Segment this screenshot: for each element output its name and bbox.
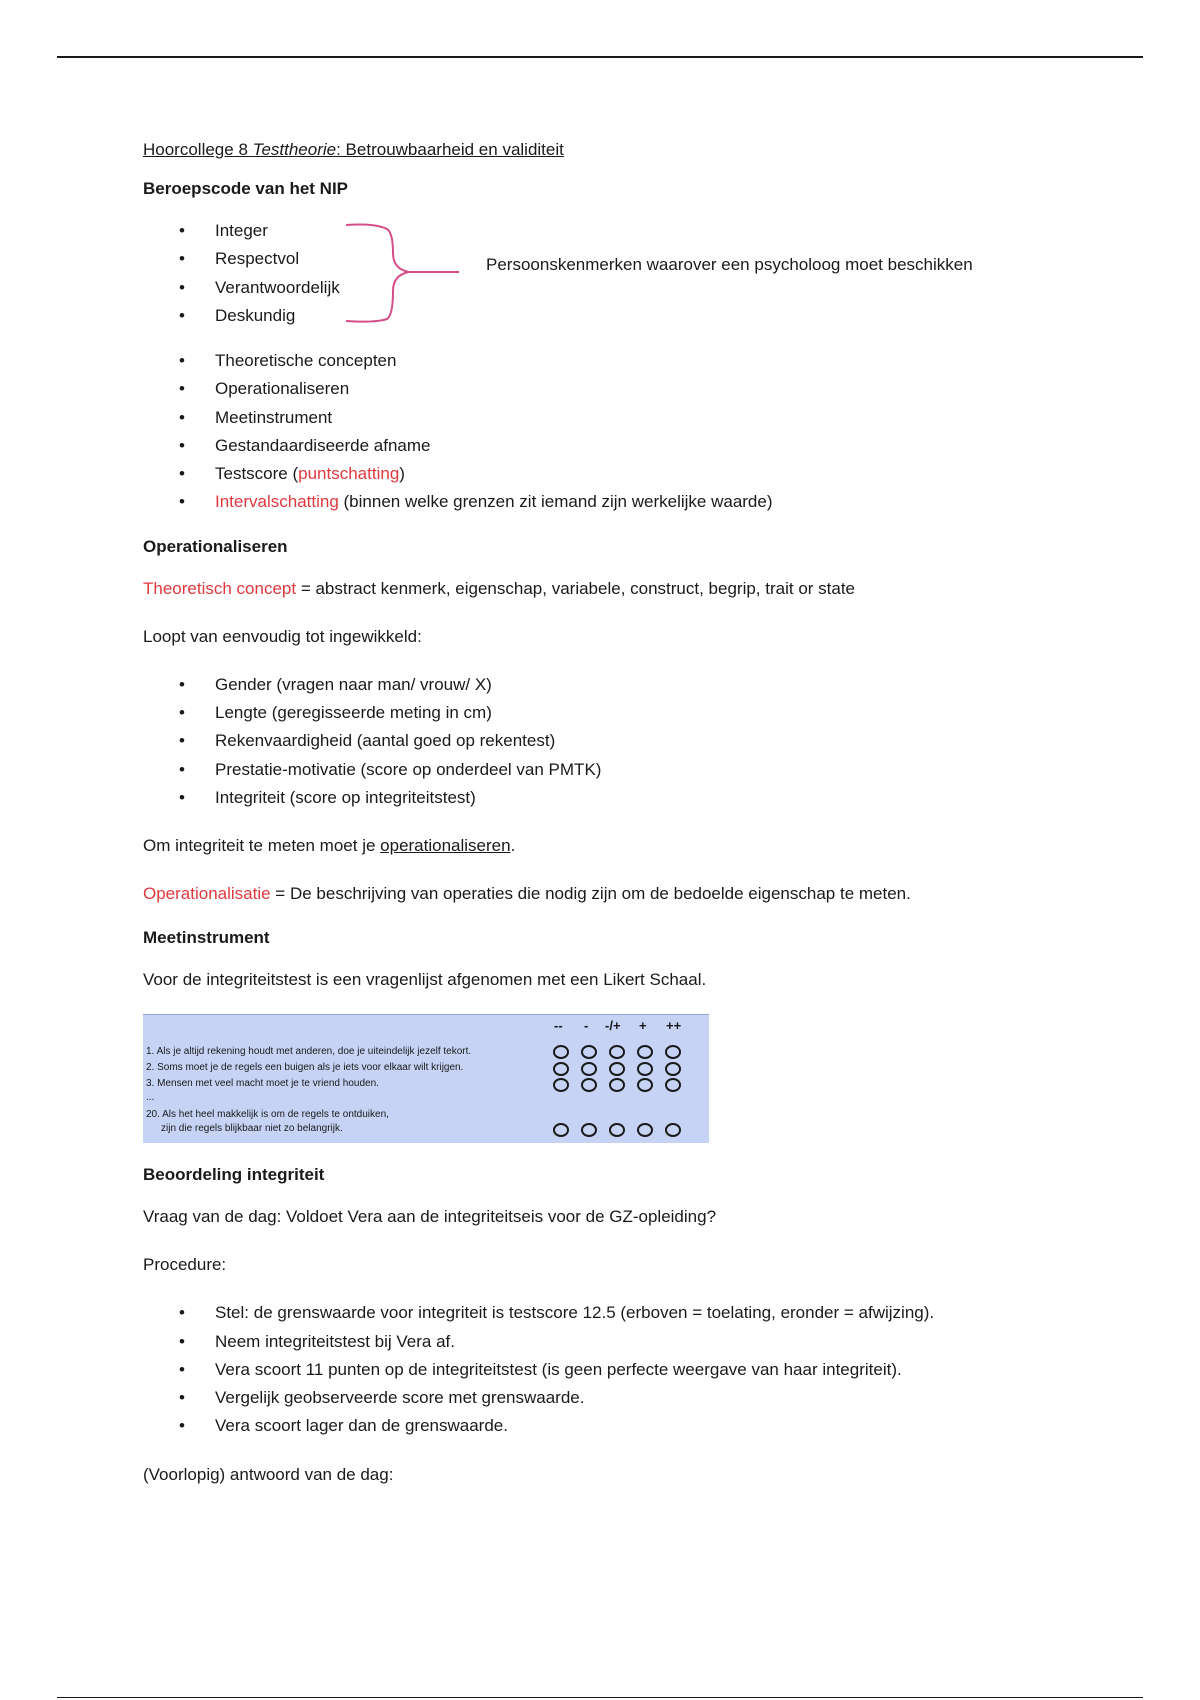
radio-option[interactable] bbox=[609, 1062, 625, 1076]
list-item: • Theoretische concepten bbox=[215, 347, 1143, 375]
list-item: • Respectvol bbox=[215, 245, 1143, 273]
radio-option[interactable] bbox=[609, 1045, 625, 1059]
likert-item: 20. Als het heel makkelijk is om de regels te ontduiken, bbox=[146, 1109, 389, 1121]
meetinstrument-heading: Meetinstrument bbox=[143, 928, 270, 948]
list-item: • Intervalschatting (binnen welke grenzen zit iemand zijn werkelijke waarde) bbox=[215, 488, 1143, 516]
curly-brace-icon bbox=[343, 217, 463, 329]
likert-item: ... bbox=[146, 1092, 155, 1104]
list-item: • Gender (vragen naar man/ vrouw/ X) bbox=[215, 671, 1143, 699]
radio-option[interactable] bbox=[609, 1078, 625, 1092]
list-item: • Vergelijk geobserveerde score met grenswaarde. bbox=[215, 1384, 1143, 1412]
highlight-term: Operationalisatie bbox=[143, 884, 271, 904]
list-item: • Operationaliseren bbox=[215, 375, 1143, 403]
beoordeling-heading: Beoordeling integriteit bbox=[143, 1165, 325, 1185]
procedure-list bbox=[143, 1299, 1143, 1440]
bottom-rule bbox=[57, 1697, 1143, 1698]
radio-option[interactable] bbox=[637, 1062, 653, 1076]
list-item: • Vera scoort 11 punten op de integriteitstest (is geen perfecte weergave van haar integriteit). bbox=[215, 1356, 1143, 1384]
top-rule bbox=[57, 56, 1143, 58]
operationaliseren-heading: Operationaliseren bbox=[143, 536, 288, 556]
likert-item: 1. Als je altijd rekening houdt met anderen, doe je uiteindelijk jezelf tekort. bbox=[146, 1046, 472, 1058]
list-item: • Integer bbox=[215, 217, 1143, 245]
list-item: • Testscore (puntschatting) bbox=[215, 460, 1143, 488]
underlined-term: operationaliseren bbox=[380, 836, 511, 856]
procedure-label: Procedure: bbox=[143, 1255, 227, 1275]
concept-definition: Theoretisch concept = abstract kenmerk, eigenschap, variabele, construct, begrip, trait or state bbox=[143, 578, 856, 598]
scale-label: -- bbox=[554, 1018, 563, 1034]
likert-item: 2. Soms moet je de regels een buigen als je iets voor elkaar wilt krijgen. bbox=[146, 1062, 464, 1074]
operationalisatie-definition: Operationalisatie = De beschrijving van operaties die nodig zijn om de bedoelde eigenschap te meten. bbox=[143, 884, 911, 904]
list-item: • Stel: de grenswaarde voor integriteit is testscore 12.5 (erboven = toelating, eronder = afwijzing). bbox=[215, 1299, 1143, 1327]
radio-option[interactable] bbox=[581, 1062, 597, 1076]
brace-annotation: Persoonskenmerken waarover een psycholoog moet beschikken bbox=[486, 255, 973, 274]
nip-heading: Beroepscode van het NIP bbox=[143, 179, 349, 198]
highlight-term: Intervalschatting bbox=[215, 492, 339, 512]
scale-label: ++ bbox=[666, 1018, 682, 1034]
answer-label: (Voorlopig) antwoord van de dag: bbox=[143, 1464, 394, 1484]
radio-option[interactable] bbox=[665, 1078, 681, 1092]
likert-scale-figure bbox=[143, 1014, 709, 1143]
list-item: • Prestatie-motivatie (score op onderdeel van PMTK) bbox=[215, 756, 1143, 784]
question-of-the-day: Vraag van de dag: Voldoet Vera aan de integriteitseis voor de GZ-opleiding? bbox=[143, 1207, 717, 1227]
radio-option[interactable] bbox=[553, 1078, 569, 1092]
radio-option[interactable] bbox=[553, 1062, 569, 1076]
list-item: • Vera scoort lager dan de grenswaarde. bbox=[215, 1412, 1143, 1440]
radio-option[interactable] bbox=[665, 1045, 681, 1059]
likert-item: 3. Mensen met veel macht moet je te vriend houden. bbox=[146, 1078, 379, 1090]
radio-option[interactable] bbox=[553, 1045, 569, 1059]
list-item: • Neem integriteitstest bij Vera af. bbox=[215, 1328, 1143, 1356]
radio-option[interactable] bbox=[665, 1062, 681, 1076]
radio-option[interactable] bbox=[581, 1045, 597, 1059]
list-item: • Lengte (geregisseerde meting in cm) bbox=[215, 699, 1143, 727]
radio-option[interactable] bbox=[609, 1123, 625, 1137]
examples-list bbox=[143, 671, 1143, 812]
nip-traits-block bbox=[143, 217, 1143, 329]
radio-option[interactable] bbox=[637, 1123, 653, 1137]
list-item: • Rekenvaardigheid (aantal goed op rekentest) bbox=[215, 727, 1143, 755]
list-item: • Gestandaardiseerde afname bbox=[215, 432, 1143, 460]
radio-option[interactable] bbox=[581, 1123, 597, 1137]
radio-option[interactable] bbox=[581, 1078, 597, 1092]
list-item: • Integriteit (score op integriteitstest) bbox=[215, 784, 1143, 812]
measure-sentence: Om integriteit te meten moet je operationaliseren. bbox=[143, 836, 516, 856]
list-item: • Deskundig bbox=[215, 302, 1143, 330]
radio-option[interactable] bbox=[637, 1078, 653, 1092]
meetinstrument-intro: Voor de integriteitstest is een vragenlijst afgenomen met een Likert Schaal. bbox=[143, 970, 707, 990]
radio-option[interactable] bbox=[665, 1123, 681, 1137]
scale-label: - bbox=[584, 1018, 589, 1034]
list-item: • Verantwoordelijk bbox=[215, 274, 1143, 302]
radio-option[interactable] bbox=[637, 1045, 653, 1059]
range-intro: Loopt van eenvoudig tot ingewikkeld: bbox=[143, 626, 422, 646]
likert-item: zijn die regels blijkbaar niet zo belangrijk. bbox=[161, 1123, 343, 1135]
highlight-term: puntschatting bbox=[298, 464, 400, 484]
scale-label: -/+ bbox=[605, 1018, 621, 1034]
measurement-steps-list bbox=[143, 347, 1143, 517]
document-page bbox=[143, 140, 1143, 1509]
page-title: Hoorcollege 8 Testtheorie: Betrouwbaarheid en validiteit bbox=[143, 140, 564, 159]
radio-option[interactable] bbox=[553, 1123, 569, 1137]
list-item: • Meetinstrument bbox=[215, 404, 1143, 432]
highlight-term: Theoretisch concept bbox=[143, 578, 297, 598]
scale-label: + bbox=[639, 1018, 647, 1034]
